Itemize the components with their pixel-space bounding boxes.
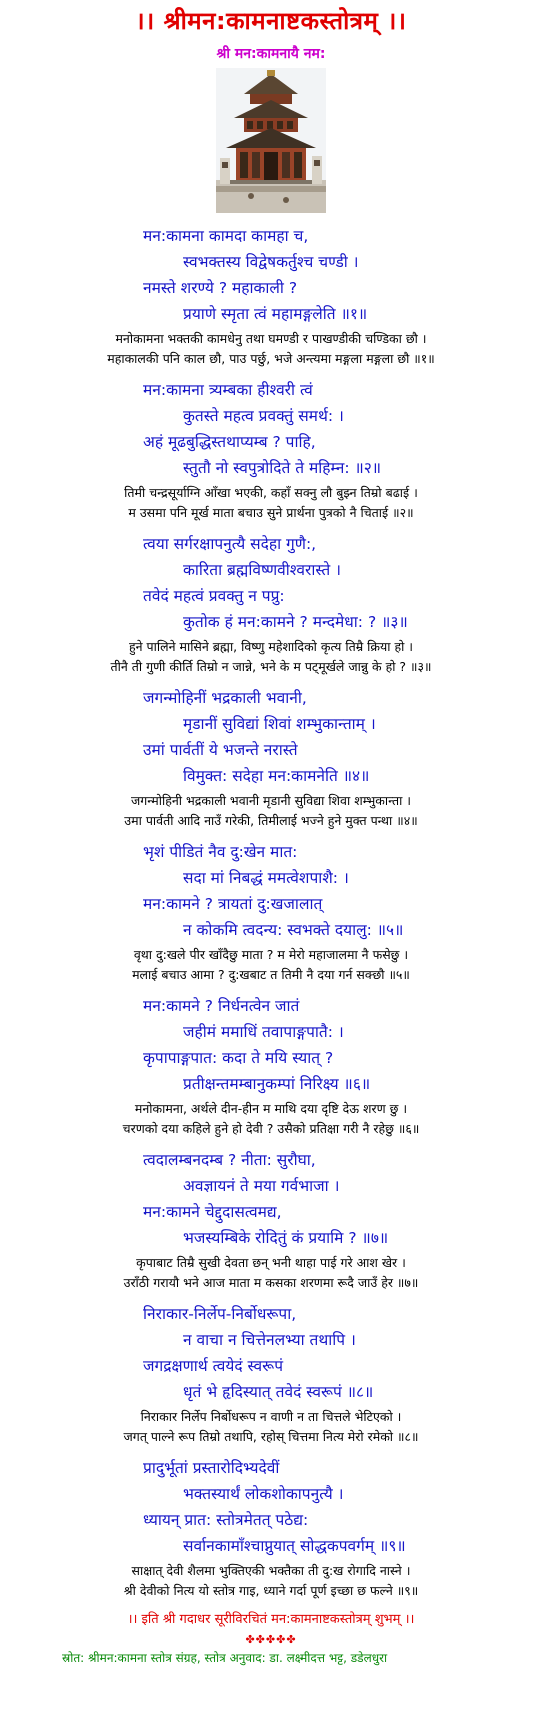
- sloka-line: प्रतीक्षन्तमम्बानुकम्पां निरिक्ष्य ॥६॥: [183, 1075, 371, 1093]
- sanskrit-sloka: [0, 1147, 542, 1251]
- meaning-line: उमा पार्वती आदि नाउँ गरेकी, तिमीलाई भज्ने हुने मुक्त पन्था ॥४॥: [124, 813, 418, 828]
- meaning-line: कृपाबाट तिम्रै सुखी देवता छन् भनी थाहा पाई गरे आश खेर ।: [136, 1255, 406, 1270]
- sloka-line: सदा मां निबद्धं ममत्वेशपाशै: ।: [183, 869, 349, 887]
- meaning-line: जगन्मोहिनी भद्रकाली भवानी मृडानी सुविद्या शिवा शम्भुकान्ता ।: [130, 793, 412, 808]
- nepali-meaning: [0, 791, 542, 831]
- stars-ornament: ✤✤✤✤✤: [245, 1633, 297, 1646]
- verse-block: [0, 1301, 542, 1447]
- meaning-line: मलाई बचाउ आमा ? दु:खबाट त तिमी नै दया गर्न सक्छौ ॥५॥: [132, 967, 410, 982]
- sanskrit-sloka: [0, 685, 542, 789]
- sloka-line: स्तुतौ नो स्वपुत्रोदिते ते महिम्न: ॥२॥: [183, 459, 382, 477]
- meaning-line: वृथा दु:खले पीर खाँदैछु माता ? म मेरो महाजालमा नै फसेछु ।: [133, 947, 409, 962]
- sloka-line: सर्वानकामाँश्चाप्नुयात् सोद्धकपवर्गम् ॥९॥: [183, 1537, 406, 1555]
- sloka-line: जगन्मोहिनीं भद्रकाली भवानी,: [143, 689, 307, 707]
- sanskrit-sloka: [0, 1455, 542, 1559]
- sloka-line: मन:कामना कामदा कामहा च,: [143, 227, 309, 245]
- meaning-line: हुने पालिने मासिने ब्रह्मा, विष्णु महेशादिको कृत्य तिम्रै क्रिया हो ।: [128, 639, 414, 654]
- meaning-line: तीनै ती गुणी कीर्ति तिम्रो न जान्ने, भने के म पट्मूर्खले जान्नु के हो ? ॥३॥: [110, 659, 432, 674]
- meaning-line: जगत् पाल्ने रूप तिम्रो तथापि, रहोस् चित्तमा नित्य मेरो रमेको ॥८॥: [123, 1429, 419, 1444]
- sanskrit-sloka: [0, 223, 542, 327]
- sloka-line: मन:कामने चेद्दुदासत्वमद्य,: [143, 1203, 282, 1221]
- sloka-line: जहीमं ममाधिं तवापाङ्गपातै: ।: [183, 1023, 344, 1041]
- verse-block: [0, 531, 542, 677]
- verse-block: [0, 1455, 542, 1601]
- verse-block: [0, 223, 542, 369]
- sloka-line: कारिता ब्रह्मविष्णवीश्वरास्ते ।: [183, 561, 342, 579]
- nepali-meaning: [0, 1099, 542, 1139]
- sloka-line: अहं मूढबुद्धिस्तथाप्यम्ब ? पाहि,: [143, 433, 316, 451]
- stotra-title: ।। श्रीमन:कामनाष्टकस्तोत्रम् ।।: [135, 7, 407, 35]
- meaning-line: मनोकामना भक्तकी कामधेनु तथा घमण्डी र पाखण्डीकी चण्डिका छौ ।: [115, 331, 427, 346]
- sloka-line: मन:कामने ? त्रायतां दु:खजालात्: [143, 895, 323, 913]
- sloka-line: भजस्यम्बिके रोदितुं कं प्रयामि ? ॥७॥: [183, 1229, 389, 1247]
- nepali-meaning: [0, 329, 542, 369]
- verse-block: [0, 685, 542, 831]
- sloka-line: प्रयाणे स्मृता त्वं महामङ्गलेति ॥१॥: [183, 305, 368, 323]
- nepali-meaning: [0, 945, 542, 985]
- nepali-meaning: [0, 483, 542, 523]
- sloka-line: जगद्रक्षणार्थ त्वयेदं स्वरूपं: [143, 1357, 283, 1375]
- sloka-line: नमस्ते शरण्ये ? महाकाली ?: [143, 279, 298, 297]
- meaning-line: तिमी चन्द्रसूर्याग्नि आँखा भएकी, कहाँ सक्नु लौ बुझ्न तिम्रो बढाई ।: [124, 485, 418, 500]
- sloka-line: निराकार-निर्लेप-निर्बोधरूपा,: [143, 1305, 297, 1323]
- meaning-line: महाकालकी पनि काल छौ, पाउ पर्छु, भजे अन्त्यमा मङ्गला मङ्गला छौ ॥१॥: [107, 351, 435, 366]
- meaning-line: उराँठी गरायौ भने आज माता म कसका शरणमा रूदै जाउँ हेर ॥७॥: [123, 1275, 419, 1290]
- meaning-line: चरणको दया कहिले हुने हो देवी ? उसैको प्रतिक्षा गरी नै रहेछु ॥६॥: [122, 1121, 420, 1136]
- meaning-line: श्री देवीको नित्य यो स्तोत्र गाइ, ध्याने गर्दा पूर्ण इच्छा छ फल्ने ॥९॥: [123, 1583, 419, 1598]
- meaning-line: म उसमा पनि मूर्ख माता बचाउ सुने प्रार्थना पुत्रको नै चिताई ॥२॥: [128, 505, 414, 520]
- sanskrit-sloka: [0, 531, 542, 635]
- sloka-line: त्वदालम्बनदम्ब ? नीता: सुरौघा,: [143, 1151, 316, 1169]
- sloka-line: भक्तस्यार्थं लोकशोकापनुत्यै ।: [183, 1485, 344, 1503]
- sloka-line: कुतोक हं मन:कामने ? मन्दमेधा: ? ॥३॥: [183, 613, 408, 631]
- sanskrit-sloka: [0, 1301, 542, 1405]
- source-credit: स्रोत: श्रीमन:कामना स्तोत्र संग्रह, स्तोत्र अनुवाद: डा. लक्ष्मीदत्त भट्ट, डडेलधुरा: [62, 1651, 388, 1665]
- sloka-line: मन:कामना त्र्यम्बका हीश्वरी त्वं: [143, 381, 313, 399]
- sloka-line: धृतं भे हृदिस्यात् तवेदं स्वरूपं ॥८॥: [183, 1383, 374, 1401]
- sloka-line: अवज्ञायनं ते मया गर्वभाजा ।: [183, 1177, 340, 1195]
- photo-container: [0, 68, 542, 213]
- sloka-line: प्रादुर्भूतां प्रस्तारोदिभ्यदेवीं: [143, 1459, 280, 1477]
- verse-block: [0, 377, 542, 523]
- verse-block: [0, 839, 542, 985]
- sloka-line: विमुक्त: सदेहा मन:कामनेति ॥४॥: [183, 767, 370, 785]
- sloka-line: उमां पार्वतीं ये भजन्ते नरास्ते: [143, 741, 298, 759]
- sloka-line: कुतस्ते महत्व प्रवक्तुं समर्थ: ।: [183, 407, 344, 425]
- colophon-line: ।। इति श्री गदाधर सूरीविरचितं मन:कामनाष्टकस्तोत्रम् शुभम् ।।: [127, 1612, 415, 1627]
- salutation-line: श्री मन:कामनायै नम:: [216, 46, 326, 62]
- sloka-line: तवेदं महत्वं प्रवक्तु न पप्रु:: [143, 587, 285, 605]
- meaning-line: निराकार निर्लेप निर्बोधरूप न वाणी न ता चित्तले भेटिएको ।: [140, 1409, 402, 1424]
- sloka-line: मृडानीं सुविद्यां शिवां शम्भुकान्ताम् ।: [183, 715, 376, 733]
- sloka-line: न वाचा न चित्तेनलभ्या तथापि ।: [183, 1331, 356, 1349]
- sloka-line: कृपापाङ्गपात: कदा ते मयि स्यात् ?: [143, 1049, 334, 1067]
- nepali-meaning: [0, 1407, 542, 1447]
- sloka-line: स्वभक्तस्य विद्वेषकर्तुश्च चण्डी ।: [183, 253, 359, 271]
- nepali-meaning: [0, 1253, 542, 1293]
- manakamana-temple-image: [216, 68, 326, 213]
- meaning-line: साक्षात् देवी शैलमा भुक्तिएकी भक्तैका ती दु:ख रोगादि नास्ने ।: [131, 1563, 411, 1578]
- nepali-meaning: [0, 637, 542, 677]
- sanskrit-sloka: [0, 377, 542, 481]
- verses-section: [0, 223, 542, 1601]
- nepali-meaning: [0, 1561, 542, 1601]
- sloka-line: मन:कामने ? निर्धनत्वेन जातं: [143, 997, 300, 1015]
- sloka-line: भृशं पीडितं नैव दु:खेन मात:: [143, 843, 298, 861]
- meaning-line: मनोकामना, अर्थले दीन-हीन म माथि दया दृष्टि देऊ शरण छु ।: [134, 1101, 408, 1116]
- sanskrit-sloka: [0, 839, 542, 943]
- sloka-line: न कोकमि त्वदन्य: स्वभक्ते दयालु: ॥५॥: [183, 921, 404, 939]
- sloka-line: त्वया सर्गरक्षापनुत्यै सदेहा गुणै:,: [143, 535, 317, 553]
- sanskrit-sloka: [0, 993, 542, 1097]
- sloka-line: ध्यायन् प्रात: स्तोत्रमेतत् पठेद्य:: [143, 1511, 309, 1529]
- verse-block: [0, 1147, 542, 1293]
- verse-block: [0, 993, 542, 1139]
